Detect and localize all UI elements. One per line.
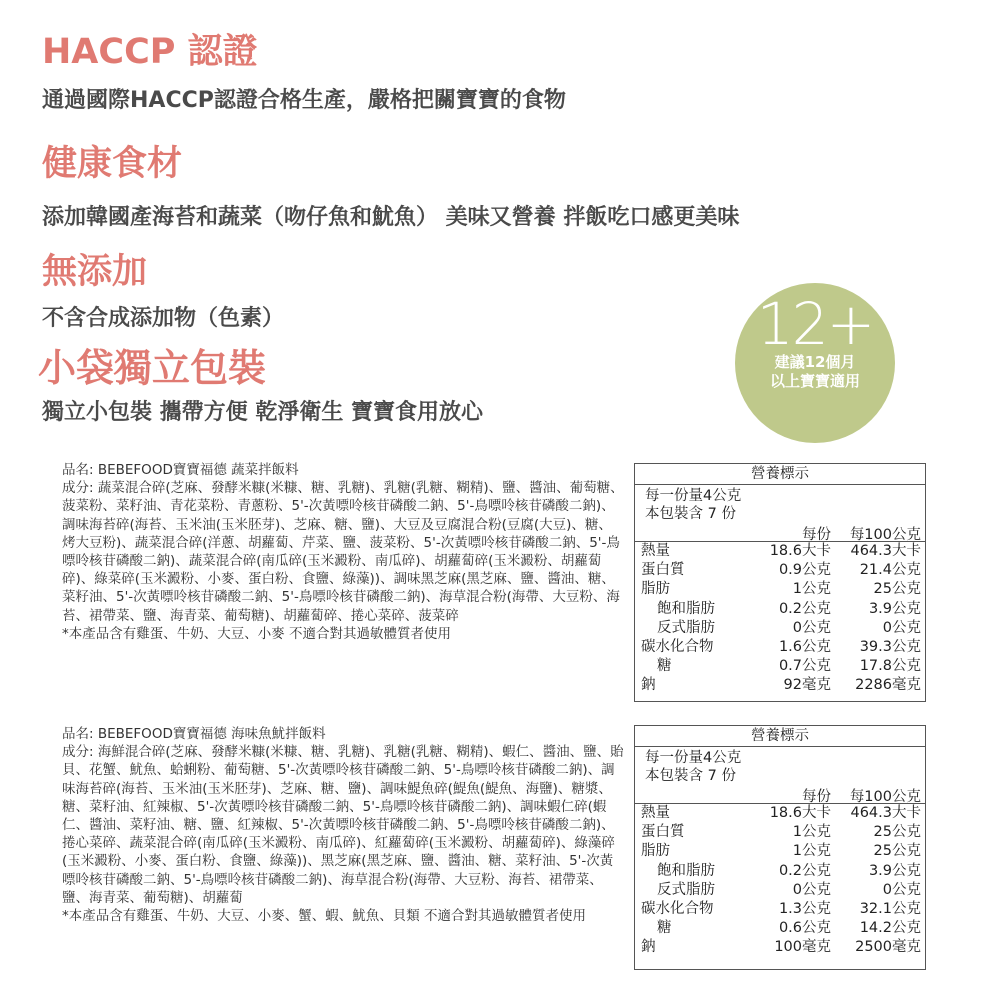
row-value-100g: 2500毫克: [855, 939, 921, 956]
row-value-serving: 0.2公克: [778, 862, 831, 879]
age-badge-number: 12+: [756, 290, 874, 358]
row-label: 糖: [657, 658, 672, 675]
row-value-100g: 3.9公克: [868, 600, 921, 617]
product-1-info: [62, 461, 624, 641]
row-label: 熱量: [641, 543, 670, 559]
row-value-100g: 464.3大卡: [850, 805, 921, 821]
row-label: 鈉: [641, 677, 656, 694]
row-value-serving: 0.2公克: [778, 600, 831, 617]
row-value-100g: 21.4公克: [859, 562, 921, 579]
product-ingredients: 成分: 蔬菜混合碎(芝麻、發酵米糠(米糠、糖、乳糖)、乳糖(乳糖、糊精)、鹽、醬油、葡萄糖、菠菜粉、菜籽油、青花菜粉、青蔥粉、5'-次黃嘌呤核苷磷酸二鈉、5'-鳥嘌呤核苷磷酸二鈉)、調味海苔碎(海苔、玉米油(玉米胚芽)、芝麻、糖、鹽)、大豆及豆腐混合粉(豆腐(大豆)、糖、烤大豆粉)、蔬菜混合碎(洋蔥、胡蘿蔔、芹菜、鹽、菠菜粉、5'-次黃嘌呤核苷磷酸二鈉、5'-鳥嘌呤核苷磷酸二鈉)、蔬菜混合碎(南瓜碎(玉米澱粉、南瓜碎)、胡蘿蔔碎(玉米澱粉、胡蘿蔔碎)、綠菜碎(玉米澱粉、小麥、蛋白粉、食鹽、綠藻))、調味黑芝麻(黑芝麻、鹽、醬油、糖、菜籽油、5'-次黃嘌呤核苷磷酸二鈉、5'-鳥嘌呤核苷磷酸二鈉)、海草混合粉(海帶、大豆粉、海苔、裙帶菜、鹽、海青菜、葡萄糖)、胡蘿蔔碎、捲心菜碎、菠菜碎: [62, 480, 624, 624]
age-badge-line2: 以上寶寶適用: [769, 372, 860, 390]
col-per-serving: 每份: [802, 527, 831, 543]
table-row: [635, 542, 925, 561]
table-row: [635, 842, 925, 861]
haccp-heading: HACCP 認證: [42, 32, 258, 72]
packaging-text: 獨立小包裝 攜帶方便 乾淨衛生 寶寶食用放心: [42, 400, 483, 425]
nutrition-table-2: [634, 725, 926, 970]
serving-size: 每一份量4公克: [645, 750, 742, 766]
age-badge-line1: 建議12個月: [774, 353, 856, 371]
table-row: [635, 881, 925, 900]
row-value-serving: 0.9公克: [778, 562, 831, 579]
row-value-100g: 14.2公克: [859, 920, 921, 937]
row-label: 飽和脂肪: [657, 600, 715, 617]
row-value-serving: 1.6公克: [778, 638, 831, 655]
row-value-100g: 0公克: [882, 881, 921, 898]
row-value-serving: 0公克: [792, 619, 831, 636]
product-allergen: *本產品含有雞蛋、牛奶、大豆、小麥、蟹、蝦、魷魚、貝類 不適合對其過敏體質者使用: [62, 908, 587, 925]
row-label: 蛋白質: [641, 562, 685, 579]
row-label: 蛋白質: [641, 824, 685, 841]
table-row: [635, 580, 925, 599]
product-name: 品名: BEBEFOOD寶寶福德 蔬菜拌飯料: [62, 462, 299, 478]
row-label: 碳水化合物: [641, 638, 714, 655]
row-value-serving: 18.6大卡: [769, 543, 831, 559]
row-value-serving: 1公克: [792, 824, 831, 841]
table-row: [635, 938, 925, 957]
row-value-100g: 2286毫克: [855, 677, 921, 694]
product-ingredients: 成分: 海鮮混合碎(芝麻、發酵米糠(米糠、糖、乳糖)、乳糖(乳糖、糊精)、蝦仁、醬油、鹽、貽貝、花蟹、魷魚、蛤蜊粉、葡萄糖、5'-次黃嘌呤核苷磷酸二鈉、5'-鳥嘌呤核苷磷酸二鈉)、調味海苔碎(海苔、玉米油(玉米胚芽)、芝麻、糖、鹽)、調味鯷魚碎(鯷魚(鯷魚、海鹽)、糖漿、糖、菜籽油、紅辣椒、5'-次黃嘌呤核苷磷酸二鈉、5'-鳥嘌呤核苷磷酸二鈉)、調味蝦仁碎(蝦仁、醬油、菜籽油、糖、鹽、紅辣椒、5'-次黃嘌呤核苷磷酸二鈉、5'-鳥嘌呤核苷磷酸二鈉)、捲心菜碎、蔬菜混合碎(南瓜碎(玉米澱粉、南瓜碎)、紅蘿蔔碎(玉米澱粉、胡蘿蔔碎)、綠藻碎(玉米澱粉、小麥、蛋白粉、食鹽、綠藻))、黑芝麻(黑芝麻、鹽、醬油、糖、菜籽油、5'-次黃嘌呤核苷磷酸二鈉、5'-鳥嘌呤核苷磷酸二鈉)、海草混合粉(海帶、大豆粉、海苔、裙帶菜、鹽、海青菜、葡萄糖)、胡蘿蔔: [62, 744, 624, 906]
table-row: [635, 638, 925, 657]
row-value-100g: 25公克: [873, 843, 921, 860]
nutrition-title: 營養標示: [635, 464, 925, 485]
age-badge: [735, 283, 895, 443]
row-label: 脂肪: [641, 581, 670, 598]
row-value-serving: 1公克: [792, 581, 831, 598]
col-per-100g: 每100公克: [849, 789, 921, 805]
row-value-100g: 17.8公克: [859, 658, 921, 675]
row-label: 碳水化合物: [641, 900, 714, 917]
row-label: 脂肪: [641, 843, 670, 860]
nutrition-title: 營養標示: [635, 726, 925, 747]
no-additive-heading: 無添加: [42, 252, 148, 292]
row-value-100g: 39.3公克: [859, 638, 921, 655]
serving-size: 每一份量4公克: [645, 488, 742, 504]
row-value-serving: 0.6公克: [778, 920, 831, 937]
servings-per-pack: 本包裝含 7 份: [645, 506, 736, 522]
table-row: [635, 657, 925, 676]
haccp-text: 通過國際HACCP認證合格生產，嚴格把關寶寶的食物: [42, 88, 566, 113]
col-per-100g: 每100公克: [849, 527, 921, 543]
row-value-100g: 0公克: [882, 619, 921, 636]
servings-per-pack: 本包裝含 7 份: [645, 768, 736, 784]
row-value-serving: 0.7公克: [778, 658, 831, 675]
row-value-serving: 92毫克: [783, 677, 831, 694]
row-label: 鈉: [641, 939, 656, 956]
table-row: [635, 862, 925, 881]
table-row: [635, 600, 925, 619]
nutrition-table-1: [634, 463, 926, 702]
row-label: 飽和脂肪: [657, 862, 715, 879]
table-row: [635, 619, 925, 638]
table-row: [635, 900, 925, 919]
row-value-serving: 18.6大卡: [769, 805, 831, 821]
row-value-serving: 1公克: [792, 843, 831, 860]
row-label: 糖: [657, 920, 672, 937]
row-label: 熱量: [641, 805, 670, 821]
row-value-100g: 32.1公克: [859, 900, 921, 917]
col-per-serving: 每份: [802, 789, 831, 805]
row-label: 反式脂肪: [657, 619, 715, 636]
healthy-heading: 健康食材: [42, 144, 183, 184]
row-value-100g: 25公克: [873, 824, 921, 841]
row-value-serving: 0公克: [792, 881, 831, 898]
product-2-info: [62, 725, 624, 945]
row-value-100g: 25公克: [873, 581, 921, 598]
row-value-100g: 464.3大卡: [850, 543, 921, 559]
healthy-text: 添加韓國產海苔和蔬菜（吻仔魚和魷魚） 美味又營養 拌飯吃口感更美味: [42, 205, 740, 230]
no-additive-text: 不含合成添加物（色素）: [42, 306, 285, 331]
product-allergen: *本產品含有雞蛋、牛奶、大豆、小麥 不適合對其過敏體質者使用: [62, 625, 452, 641]
table-row: [635, 676, 925, 695]
product-name: 品名: BEBEFOOD寶寶福德 海味魚魷拌飯料: [62, 726, 326, 742]
row-label: 反式脂肪: [657, 881, 715, 898]
row-value-serving: 100毫克: [774, 939, 831, 956]
row-value-serving: 1.3公克: [778, 900, 831, 917]
table-row: [635, 561, 925, 580]
table-row: [635, 804, 925, 823]
table-row: [635, 919, 925, 938]
table-row: [635, 823, 925, 842]
packaging-heading: 小袋獨立包裝: [38, 346, 267, 390]
row-value-100g: 3.9公克: [868, 862, 921, 879]
